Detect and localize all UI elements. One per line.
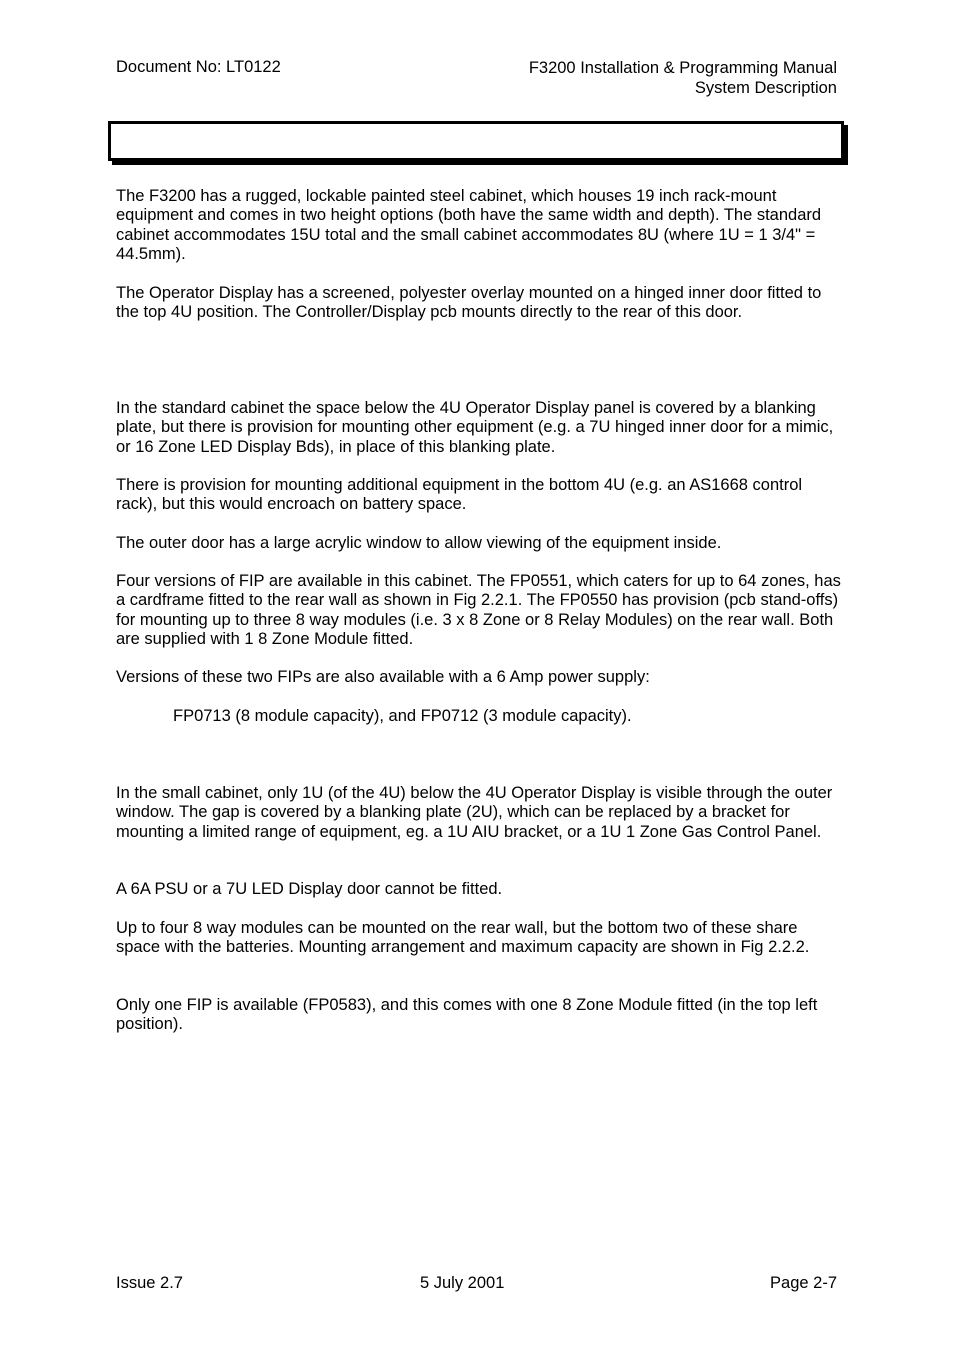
paragraph-cabinet-intro: The F3200 has a rugged, lockable painted steel cabinet, which houses 19 inch rack-mount equipment and comes in two height options (both have the same width and depth). The standard cabinet accommodates 15U total and the small cabinet accommodates 8U (where 1U = 1 3/4" = 44.5mm). [116,187,822,263]
paragraph-6amp-versions: Versions of these two FIPs are also available with a 6 Amp power supply: [116,668,650,686]
section-heading-box [108,121,844,161]
paragraph-small-fip: Only one FIP is available (FP0583), and this comes with one 8 Zone Module fitted (in the top left position). [116,996,818,1034]
paragraph-fip-versions: Four versions of FIP are available in this cabinet. The FP0551, which caters for up to 64 zones, has a cardframe fitted to the rear wall as shown in Fig 2.2.1. The FP0550 has provision (pcb stand-offs) for mounting up to three 8 way modules (i.e. 3 x 8 Zone or 8 Relay Modules) on the rear wall. Both are supplied with 1 8 Zone Module fitted. [116,572,841,648]
issue-date: 5 July 2001 [420,1274,505,1292]
paragraph-psu-restriction: A 6A PSU or a 7U LED Display door cannot be fitted. [116,880,503,898]
paragraph-operator-display: The Operator Display has a screened, polyester overlay mounted on a hinged inner door fitted to the top 4U position. The Controller/Display pcb mounts directly to the rear of this door. [116,284,822,322]
paragraph-standard-cabinet: In the standard cabinet the space below the 4U Operator Display panel is covered by a blanking plate, but there is provision for mounting other equipment (e.g. a 7U hinged inner door for a mimic, or 16 Zone LED Display Bds), in place of this blanking plate. [116,399,834,456]
manual-title: F3200 Installation & Programming Manual [528,59,837,77]
paragraph-small-cabinet: In the small cabinet, only 1U (of the 4U) below the 4U Operator Display is visible through the outer window. The gap is covered by a blanking plate (2U), which can be replaced by a bracket for mounting a limited range of equipment, eg. a 1U AIU bracket, or a 1U 1 Zone Gas Control Panel. [116,784,833,841]
issue-number: Issue 2.7 [116,1274,183,1292]
page-number: Page 2-7 [770,1274,837,1292]
header-right [529,58,837,98]
paragraph-rear-wall-modules: Up to four 8 way modules can be mounted on the rear wall, but the bottom two of these share space with the batteries. Mounting arrangement and maximum capacity are shown in Fig 2.2.2. [116,919,810,957]
paragraph-fip-capacity: FP0713 (8 module capacity), and FP0712 (3 module capacity). [173,707,632,725]
document-number: Document No: LT0122 [116,58,281,76]
paragraph-outer-door: The outer door has a large acrylic window to allow viewing of the equipment inside. [116,534,722,552]
section-title: System Description [694,79,837,97]
paragraph-additional-equipment: There is provision for mounting additional equipment in the bottom 4U (e.g. an AS1668 control rack), but this would encroach on battery space. [116,476,803,514]
